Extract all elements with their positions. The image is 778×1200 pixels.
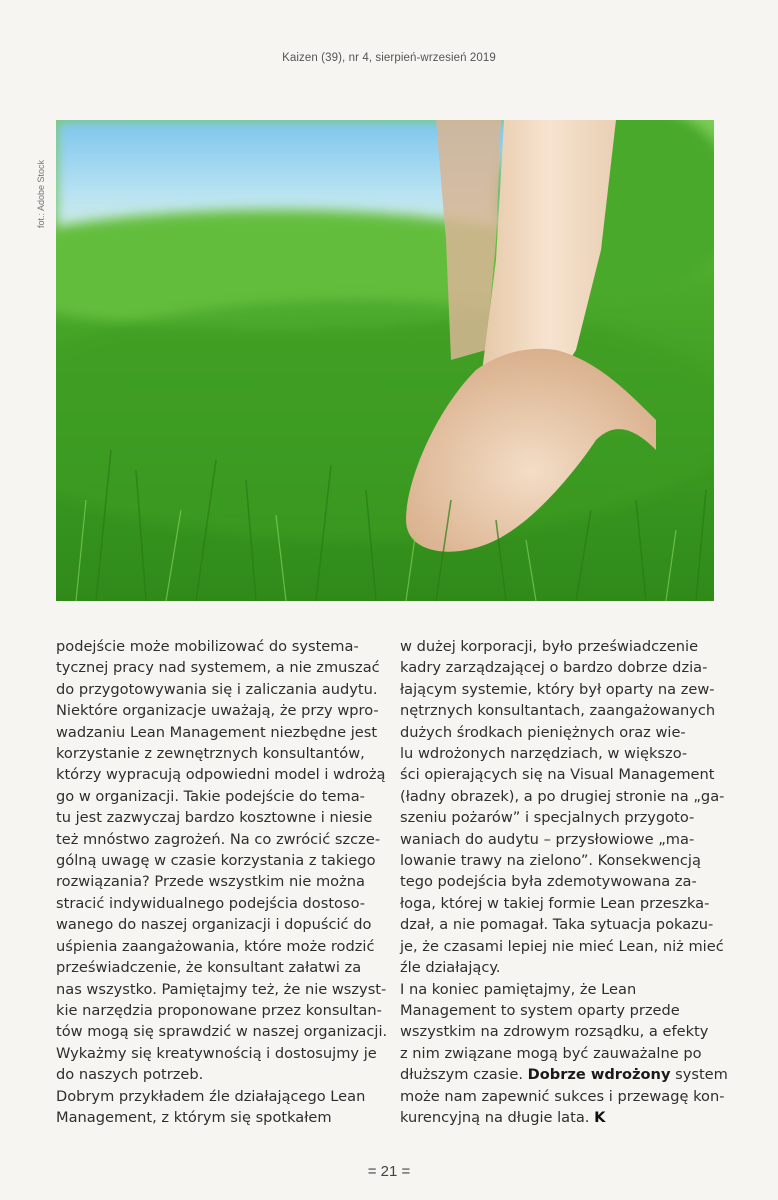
- text-run: kurencyjną na długie lata.: [400, 1108, 595, 1126]
- text-line: lowanie trawy na zielono”. Konsekwencją: [400, 852, 701, 870]
- text-line: gólną uwagę w czasie korzystania z takiego: [56, 852, 376, 870]
- text-line: kadry zarządzającej o bardzo dobrze dzia-: [400, 659, 708, 677]
- photo-credit: fot.: Adobe Stock: [36, 159, 46, 228]
- text-line: Dobrym przykładem źle działającego Lean: [56, 1087, 366, 1105]
- text-run: dłuższym czasie.: [400, 1066, 528, 1084]
- text-line: z nim związane mogą być zauważalne po: [400, 1044, 702, 1062]
- text-line: lu wdrożonych narzędziach, w większo-: [400, 745, 688, 763]
- text-line: szeniu pożarów” i specjalnych przygoto-: [400, 809, 695, 827]
- text-line: dużych środkach pieniężnych oraz wie-: [400, 723, 686, 741]
- text-line: Wykażmy się kreatywnością i dostosujmy je: [56, 1044, 377, 1062]
- text-line: przeświadczenie, że konsultant załatwi za: [56, 959, 362, 977]
- text-line: Management to system oparty przede: [400, 1001, 680, 1019]
- text-line: tego podejścia była zdemotywowana za-: [400, 873, 697, 891]
- text-line: korzystanie z zewnętrznych konsultantów,: [56, 745, 365, 763]
- text-line: [400, 1064, 728, 1085]
- end-mark: K: [594, 1108, 606, 1126]
- text-line: Niektóre organizacje uważają, że przy wpro-: [56, 702, 379, 720]
- text-line: w dużej korporacji, było przeświadczenie: [400, 638, 699, 655]
- text-line: kie narzędzia proponowane przez konsultan-: [56, 1001, 382, 1019]
- text-line: wanego do naszej organizacji i dopuścić do: [56, 916, 372, 934]
- text-line: je, że czasami lepiej nie mieć Lean, niż mieć: [400, 937, 724, 955]
- text-line: też mnóstwo zagrożeń. Na co zwrócić szcze-: [56, 830, 381, 848]
- text-line: waniach do audytu – przysłowiowe „ma-: [400, 830, 695, 848]
- text-line: (ładny obrazek), a po drugiej stronie na „ga-: [400, 787, 725, 805]
- text-line: tycznej pracy nad systemem, a nie zmuszać: [56, 659, 380, 677]
- text-line: do przygotowywania się i zaliczania audytu.: [56, 680, 378, 698]
- text-line: łoga, której w takiej formie Lean przeszka-: [400, 894, 710, 912]
- bold-phrase: Dobrze wdrożony: [527, 1066, 671, 1084]
- text-line: może nam zapewnić sukces i przewagę kon-: [400, 1087, 725, 1105]
- text-line: którzy wypracują odpowiedni model i wdrożą: [56, 766, 386, 784]
- text-line: łającym systemie, który był oparty na zew-: [400, 680, 715, 698]
- text-line: [400, 1107, 720, 1128]
- text-line: wadzaniu Lean Management niezbędne jest: [56, 723, 378, 741]
- text-line: nętrznych konsultantach, zaangażowanych: [400, 702, 716, 720]
- article-column-right: [400, 636, 728, 1128]
- page-number: = 21 =: [367, 1163, 411, 1180]
- text-run: system: [670, 1066, 728, 1084]
- text-line: źle działający.: [400, 959, 501, 977]
- text-line: ści opierających się na Visual Management: [400, 766, 715, 784]
- text-line: podejście może mobilizować do systema-: [56, 638, 359, 655]
- text-line: Management, z którym się spotkałem: [56, 1108, 332, 1126]
- text-line: dzał, a nie pomagał. Taka sytuacja pokazu-: [400, 916, 714, 934]
- text-line: I na koniec pamiętajmy, że Lean: [400, 980, 637, 998]
- text-line: stracić indywidualnego podejścia dostoso-: [56, 894, 366, 912]
- text-line: tu jest zazwyczaj bardzo kosztowne i niesie: [56, 809, 373, 827]
- article-column-left: [56, 636, 388, 1128]
- text-line: tów mogą się sprawdzić w naszej organizacji.: [56, 1023, 388, 1041]
- photo-barefoot-on-grass: [56, 120, 714, 601]
- text-line: nas wszystko. Pamiętajmy też, że nie wszyst-: [56, 980, 387, 998]
- text-line: rozwiązania? Przede wszystkim nie można: [56, 873, 365, 891]
- text-line: uśpienia zaangażowania, które może rodzić: [56, 937, 375, 955]
- text-line: go w organizacji. Takie podejście do tema-: [56, 787, 365, 805]
- text-line: do naszych potrzeb.: [56, 1066, 204, 1084]
- text-line: wszystkim na zdrowym rozsądku, a efekty: [400, 1023, 709, 1041]
- running-header: Kaizen (39), nr 4, sierpień-wrzesień 2019: [282, 52, 496, 64]
- article-photo: [56, 120, 714, 601]
